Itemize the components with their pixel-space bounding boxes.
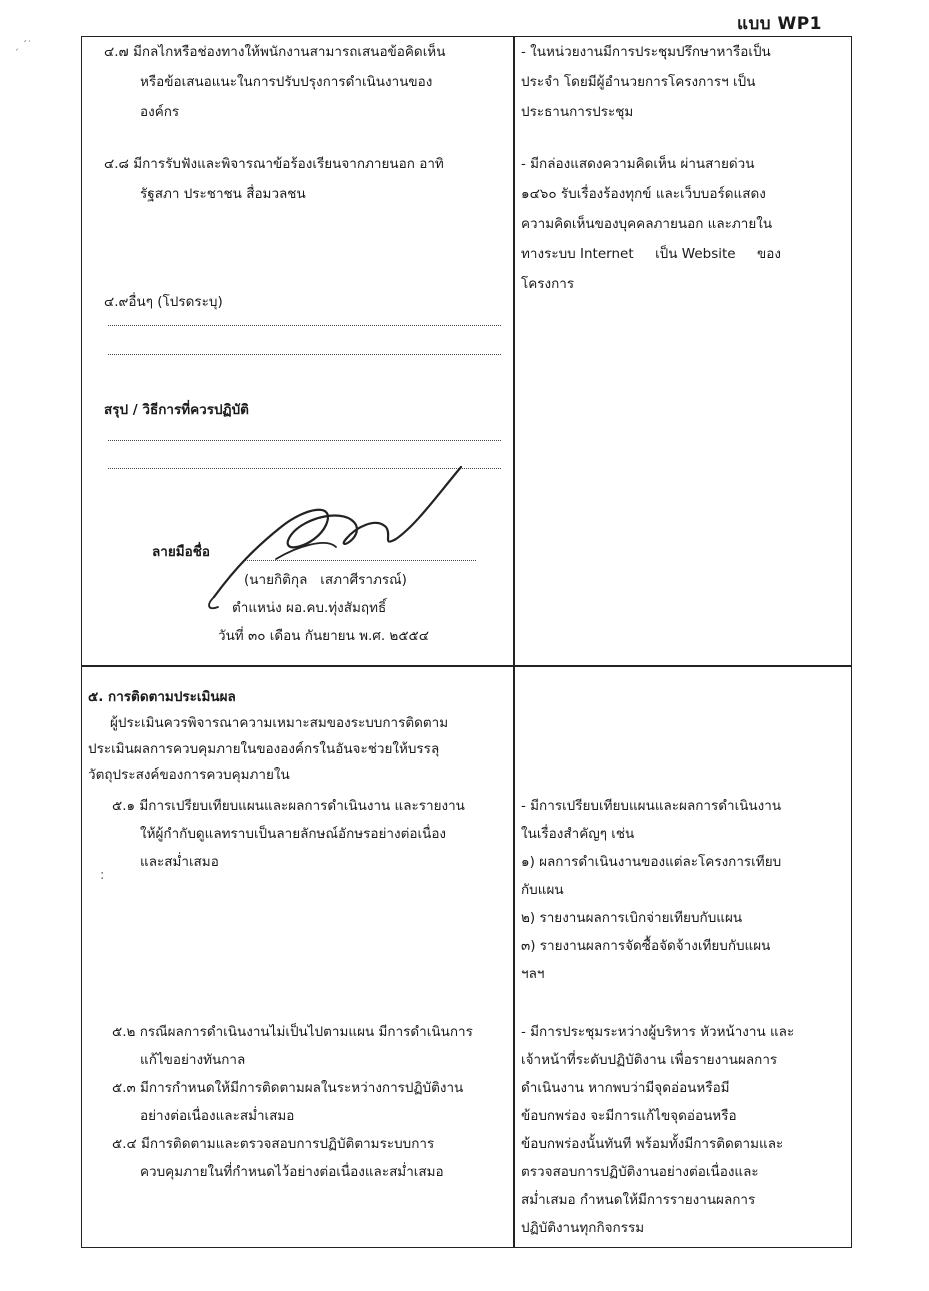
answer-5-2-line-4: ข้อบกพร่อง จะมีการแก้ไขจุดอ่อนหรือ — [521, 1108, 737, 1124]
item-5-2-line-2: แก้ไขอย่างทันกาล — [140, 1052, 246, 1068]
answer-5-2-line-7: สม่ำเสมอ กำหนดให้มีการรายงานผลการ — [521, 1192, 756, 1208]
answer-5-2-line-8: ปฏิบัติงานทุกกิจกรรม — [521, 1220, 645, 1236]
answer-5-2-line-2: เจ้าหน้าที่ระดับปฏิบัติงาน เพื่อรายงานผลการ — [521, 1052, 778, 1068]
item-5-2-line-1: ๕.๒ กรณีผลการดำเนินงานไม่เป็นไปตามแผน มีการดำเนินการ — [112, 1024, 473, 1040]
item-5-1-line-1: ๕.๑ มีการเปรียบเทียบแผนและผลการดำเนินงาน และรายงาน — [112, 798, 465, 814]
item-5-1-line-3: และสม่ำเสมอ — [140, 854, 219, 870]
section-5-intro-line-3: วัตถุประสงค์ของการควบคุมภายใน — [88, 767, 290, 783]
answer-4-7-line-2: ประจำ โดยมีผู้อำนวยการโครงการฯ เป็น — [521, 74, 756, 90]
answer-5-1-line-4: กับแผน — [521, 882, 564, 898]
section-5-intro-line-2: ประเมินผลการควบคุมภายในขององค์กรในอันจะช่วยให้บรรลุ — [88, 741, 440, 757]
item-5-3-line-2: อย่างต่อเนื่องและสม่ำเสมอ — [140, 1108, 295, 1124]
scan-mark: ˏ ˊ˙ — [14, 40, 33, 51]
item-4-8-line-1: ๔.๘ มีการรับฟังและพิจารณาข้อร้องเรียนจากภายนอก อาทิ — [104, 156, 444, 172]
signatory-name: (นายกิติกุล เสภาศีราภรณ์) — [244, 572, 407, 588]
column-divider — [513, 36, 515, 1248]
fill-line — [108, 354, 501, 355]
item-5-4-line-2: ควบคุมภายในที่กำหนดไว้อย่างต่อเนื่องและสม่ำเสมอ — [140, 1164, 444, 1180]
answer-4-7-line-1: - ในหน่วยงานมีการประชุมปรึกษาหารือเป็น — [521, 44, 771, 60]
item-4-7-line-3: องค์กร — [140, 104, 180, 120]
answer-5-1-line-7: ฯลฯ — [521, 966, 545, 982]
item-5-4-line-1: ๕.๔ มีการติดตามและตรวจสอบการปฏิบัติตามระบบการ — [112, 1136, 435, 1152]
signature-label: ลายมือชื่อ — [152, 544, 211, 560]
answer-5-1-line-5: ๒) รายงานผลการเบิกจ่ายเทียบกับแผน — [521, 910, 743, 926]
signature-date: วันที่ ๓๐ เดือน กันยายน พ.ศ. ๒๕๕๔ — [218, 628, 429, 644]
answer-5-2-line-6: ตรวจสอบการปฏิบัติงานอย่างต่อเนื่องและ — [521, 1164, 759, 1180]
fill-line — [108, 440, 501, 441]
answer-5-1-line-6: ๓) รายงานผลการจัดซื้อจัดจ้างเทียบกับแผน — [521, 938, 771, 954]
item-5-3-line-1: ๕.๓ มีการกำหนดให้มีการติดตามผลในระหว่างการปฏิบัติงาน — [112, 1080, 464, 1096]
answer-5-1-line-1: - มีการเปรียบเทียบแผนและผลการดำเนินงาน — [521, 798, 782, 814]
scan-mark: : — [100, 868, 105, 883]
answer-5-2-line-3: ดำเนินงาน หากพบว่ามีจุดอ่อนหรือมี — [521, 1080, 730, 1096]
section-5-title: ๕. การติดตามประเมินผล — [88, 689, 236, 705]
section-5-intro-line-1: ผู้ประเมินควรพิจารณาความเหมาะสมของระบบการติดตาม — [110, 715, 449, 731]
item-4-8-line-2: รัฐสภา ประชาชน สื่อมวลชน — [140, 186, 306, 202]
item-4-7-line-2: หรือข้อเสนอแนะในการปรับปรุงการดำเนินงานของ — [140, 74, 433, 90]
signatory-position: ตำแหน่ง ผอ.คบ.ทุ่งสัมฤทธิ์ — [232, 600, 387, 616]
form-code: แบบ WP1 — [737, 14, 822, 34]
item-4-7-line-1: ๔.๗ มีกลไกหรือช่องทางให้พนักงานสามารถเสนอข้อคิดเห็น — [104, 44, 446, 60]
answer-5-1-line-2: ในเรื่องสำคัญๆ เช่น — [521, 826, 635, 842]
answer-4-8-line-5: โครงการ — [521, 276, 575, 292]
item-5-1-line-2: ให้ผู้กำกับดูแลทราบเป็นลายลักษณ์อักษรอย่างต่อเนื่อง — [140, 826, 447, 842]
section-divider — [81, 665, 852, 667]
answer-4-8-line-2: ๑๔๖๐ รับเรื่องร้องทุกข์ และเว็บบอร์ดแสดง — [521, 186, 766, 202]
answer-5-1-line-3: ๑) ผลการดำเนินงานของแต่ละโครงการเทียบ — [521, 854, 782, 870]
fill-line — [108, 325, 501, 326]
summary-label: สรุป / วิธีการที่ควรปฏิบัติ — [104, 402, 249, 418]
answer-4-7-line-3: ประธานการประชุม — [521, 104, 634, 120]
answer-4-8-line-1: - มีกล่องแสดงความคิดเห็น ผ่านสายด่วน — [521, 156, 755, 172]
answer-4-8-line-4: ทางระบบ Internet เป็น Website ของ — [521, 246, 781, 262]
answer-4-8-line-3: ความคิดเห็นของบุคคลภายนอก และภายใน — [521, 216, 773, 232]
answer-5-2-line-5: ข้อบกพร่องนั้นทันที พร้อมทั้งมีการติดตามและ — [521, 1136, 784, 1152]
item-4-9-label: ๔.๙อื่นๆ (โปรดระบุ) — [104, 294, 223, 310]
answer-5-2-line-1: - มีการประชุมระหว่างผู้บริหาร หัวหน้างาน และ — [521, 1024, 795, 1040]
